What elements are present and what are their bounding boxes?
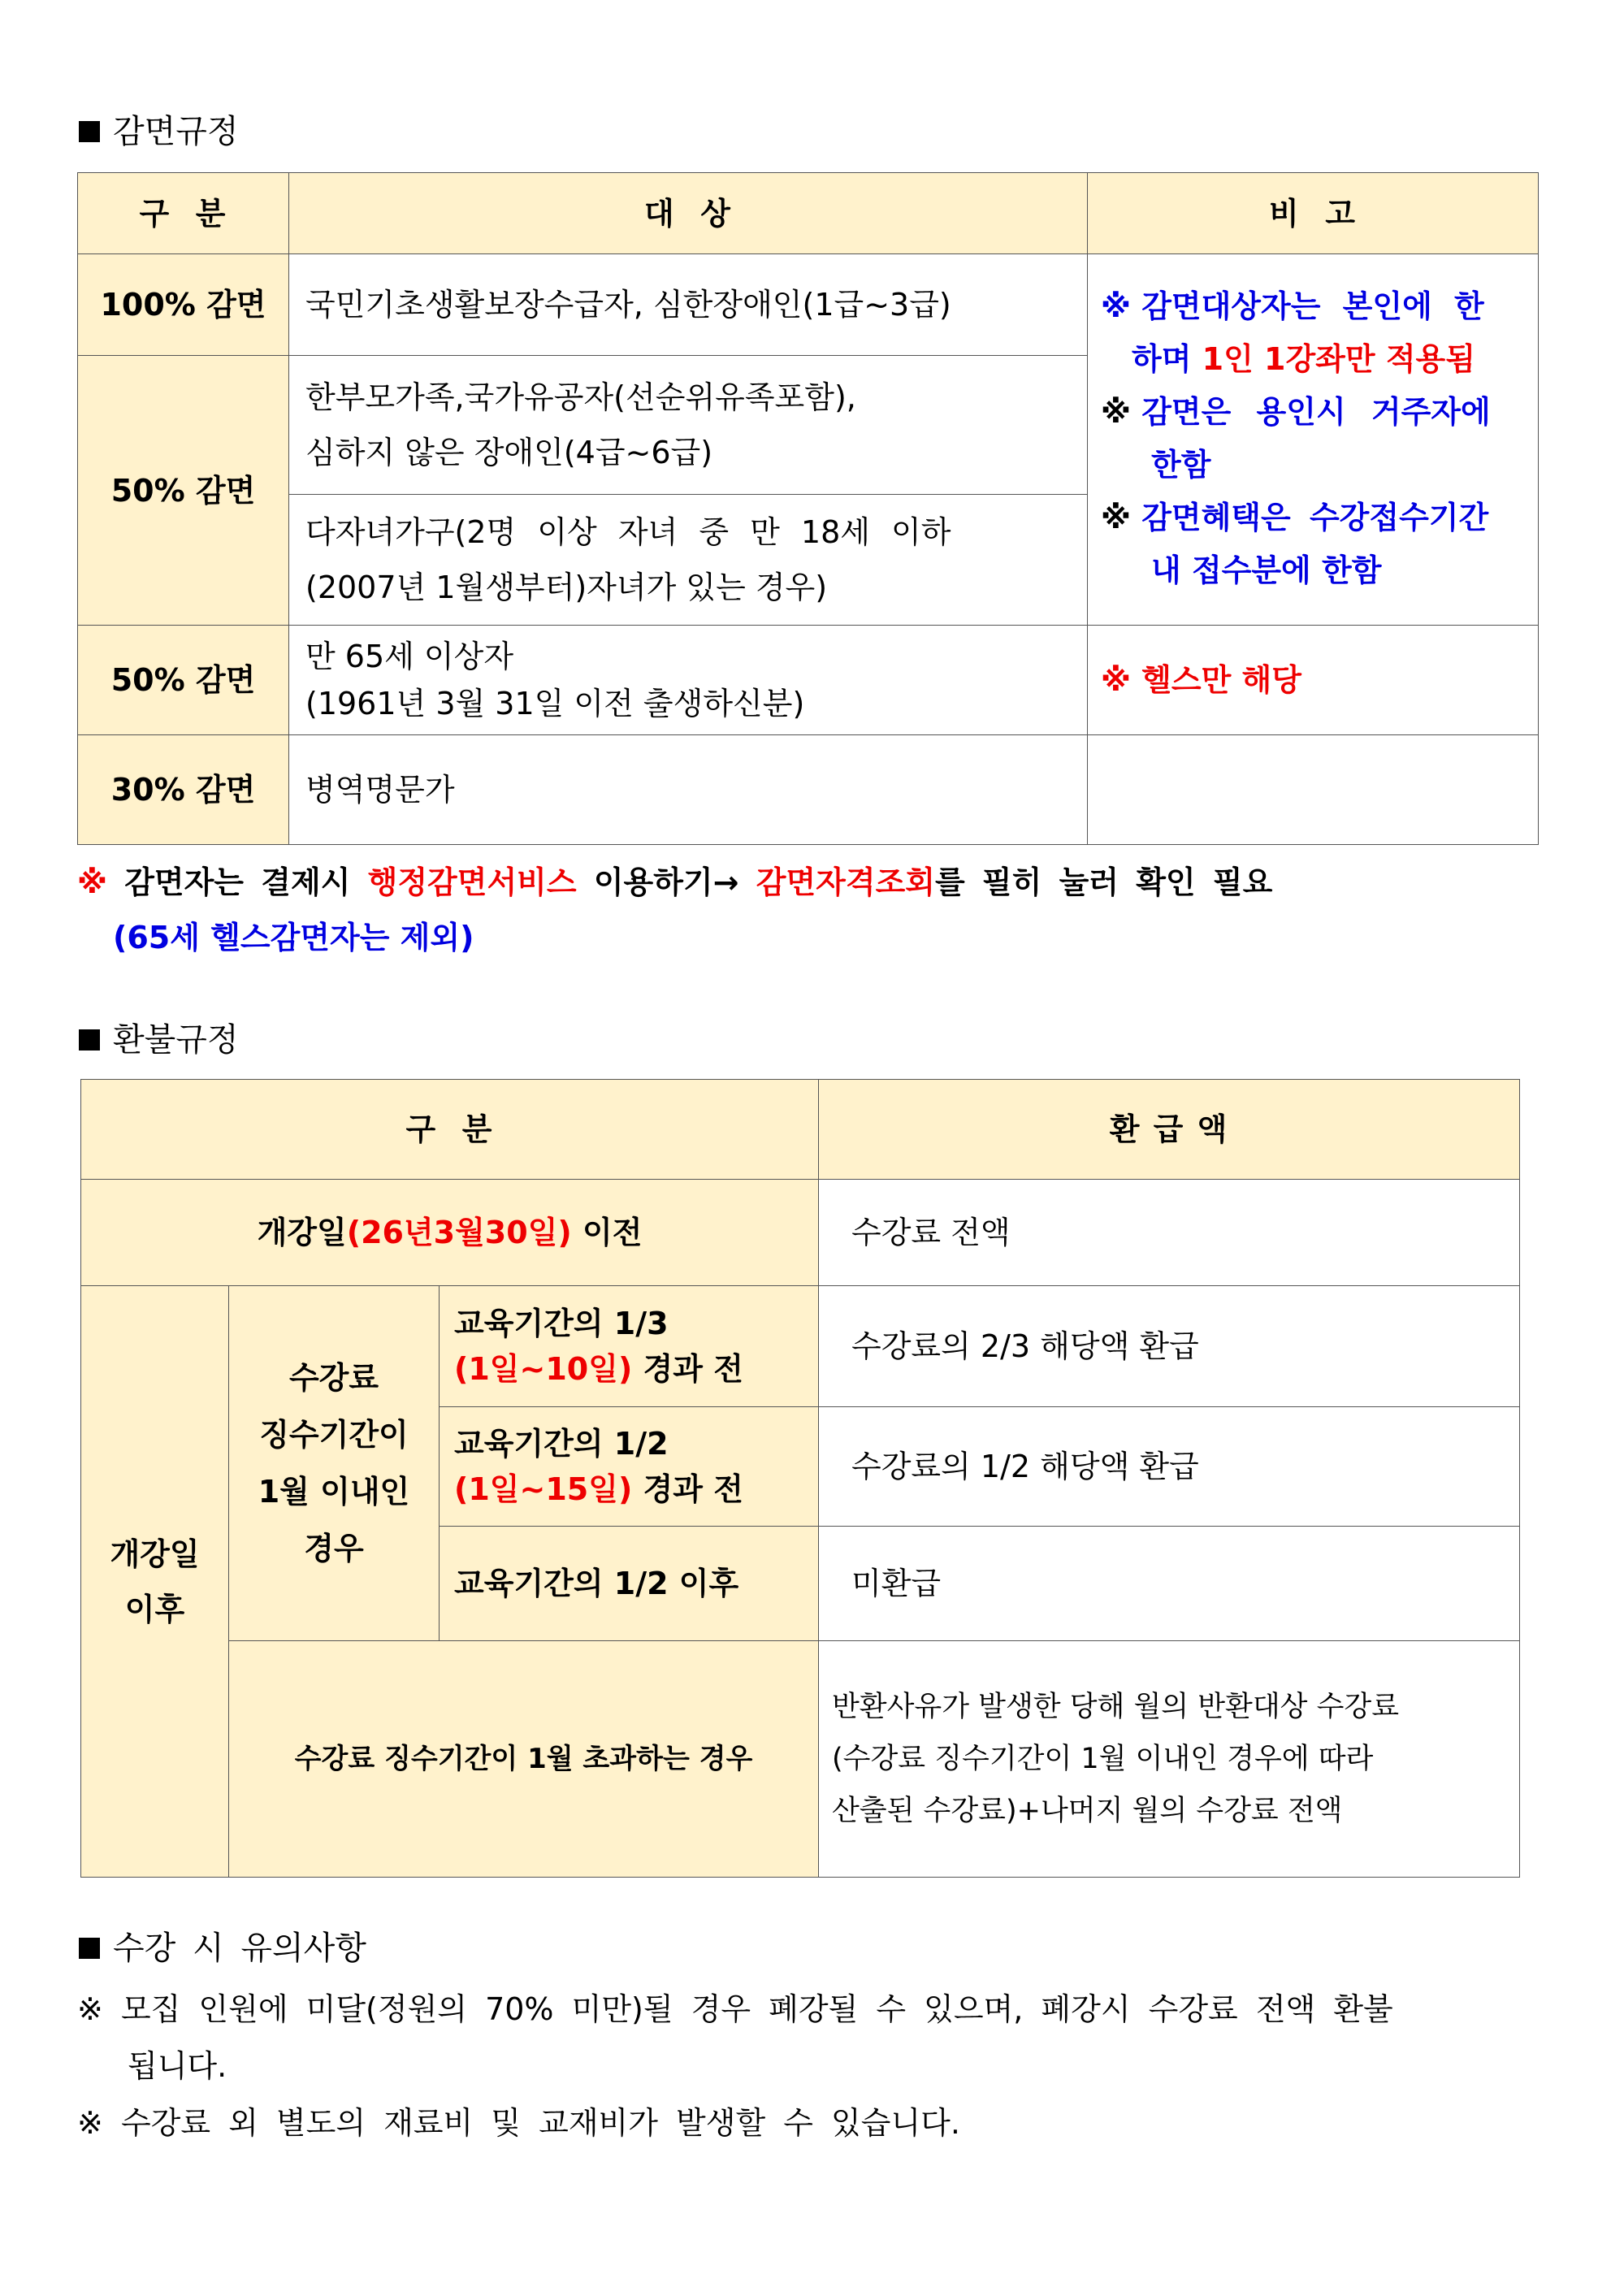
discount-table <box>77 172 1539 845</box>
header-refund-amount: 환 급 액 <box>819 1080 1520 1180</box>
refund-amount: 수강료 전액 <box>819 1180 1520 1286</box>
discount-label-50-senior: 50% 감면 <box>78 626 289 735</box>
black-square-bullet-icon <box>79 1029 100 1051</box>
table-row <box>81 1641 1520 1878</box>
discount-target: 만 65세 이상자 (1961년 3월 31일 이전 출생하신분) <box>289 626 1088 735</box>
refund-amount: 수강료의 1/2 해당액 환급 <box>819 1407 1520 1527</box>
discount-label-50: 50% 감면 <box>78 356 289 626</box>
refund-table <box>80 1079 1520 1878</box>
refund-amount: 미환급 <box>819 1527 1520 1641</box>
remark-note-1: ※ 감면대상자는 본인에 한 <box>1101 288 1484 324</box>
remarks-notes: ※ 감면대상자는 본인에 한 하며 1인 1강좌만 적용됨 ※ 감면은 용인시 거주자에 한함 ※ 감면혜택은 수강접수기간 내 접수분에 한함 <box>1088 254 1539 626</box>
caution-item: ※ 모집 인원에 미달(정원의 70% 미만)될 경우 폐강될 수 있으며, 폐강시 수강료 전액 환불 <box>77 1991 1393 2027</box>
discount-label-30: 30% 감면 <box>78 735 289 845</box>
black-square-bullet-icon <box>79 1938 100 1959</box>
refund-amount: 반환사유가 발생한 당해 월의 반환대상 수강료 (수강료 징수기간이 1월 이내인 경우에 따라 산출된 수강료)+나머지 월의 수강료 전액 <box>819 1641 1520 1878</box>
refund-table-header <box>81 1080 1520 1180</box>
refund-period: 교육기간의 1/3 (1일~10일) 경과 전 <box>440 1286 819 1407</box>
discount-label-100: 100% 감면 <box>78 254 289 356</box>
remark-note-2: ※ 감면은 용인시 거주자에 <box>1101 394 1491 430</box>
within-month-label: 수강료 징수기간이 1월 이내인 경우 <box>229 1286 440 1641</box>
header-target: 대 상 <box>289 173 1088 254</box>
table-row <box>78 735 1539 845</box>
over-month-label: 수강료 징수기간이 1월 초과하는 경우 <box>229 1641 819 1878</box>
discount-target: 한부모가족,국가유공자(선순위유족포함), 심하지 않은 장애인(4급~6급) <box>289 356 1088 495</box>
discount-target: 병역명문가 <box>289 735 1088 845</box>
header-category: 구 분 <box>78 173 289 254</box>
discount-table-header <box>78 173 1539 254</box>
admin-discount-service-link: 행정감면서비스 <box>367 864 577 900</box>
header-category: 구 분 <box>81 1080 819 1180</box>
header-remarks: 비 고 <box>1088 173 1539 254</box>
discount-target: 국민기초생활보장수급자, 심한장애인(1급~3급) <box>289 254 1088 356</box>
health-only-remark: ※ 헬스만 해당 <box>1088 626 1539 735</box>
refund-section-title: 환불규정 <box>79 1020 239 1059</box>
discount-eligibility-check: 감면자격조회 <box>756 864 935 900</box>
table-row <box>78 626 1539 735</box>
caution-item: ※ 수강료 외 별도의 재료비 및 교재비가 발생할 수 있습니다. <box>77 2105 960 2141</box>
table-row <box>78 254 1539 356</box>
black-square-bullet-icon <box>79 121 100 142</box>
caution-section-title: 수강 시 유의사항 <box>79 1929 366 1968</box>
remark-note-3: ※ 감면혜택은 수강접수기간 <box>1101 500 1489 535</box>
table-row <box>81 1180 1520 1286</box>
before-opening-label: 개강일(26년3월30일) 이전 <box>81 1180 819 1286</box>
refund-amount: 수강료의 2/3 해당액 환급 <box>819 1286 1520 1407</box>
discount-target: 다자녀가구(2명 이상 자녀 중 만 18세 이하 (2007년 1월생부터)자녀가 있는 경우) <box>289 495 1088 626</box>
empty-remark <box>1088 735 1539 845</box>
caution-list: ※ 모집 인원에 미달(정원의 70% 미만)될 경우 폐강될 수 있으며, 폐강시 수강료 전액 환불 됩니다. ※ 수강료 외 별도의 재료비 및 교재비가 발생할 수 있습니다. <box>77 1981 1556 2151</box>
refund-period: 교육기간의 1/2 (1일~15일) 경과 전 <box>440 1407 819 1527</box>
refund-period: 교육기간의 1/2 이후 <box>440 1527 819 1641</box>
discount-footnote: ※ 감면자는 결제시 행정감면서비스 이용하기→ 감면자격조회를 필히 눌러 확인 필요 (65세 헬스감면자는 제외) <box>77 864 1273 955</box>
after-opening-label: 개강일 이후 <box>81 1286 229 1878</box>
table-row <box>81 1286 1520 1407</box>
discount-section-title: 감면규정 <box>79 112 239 151</box>
